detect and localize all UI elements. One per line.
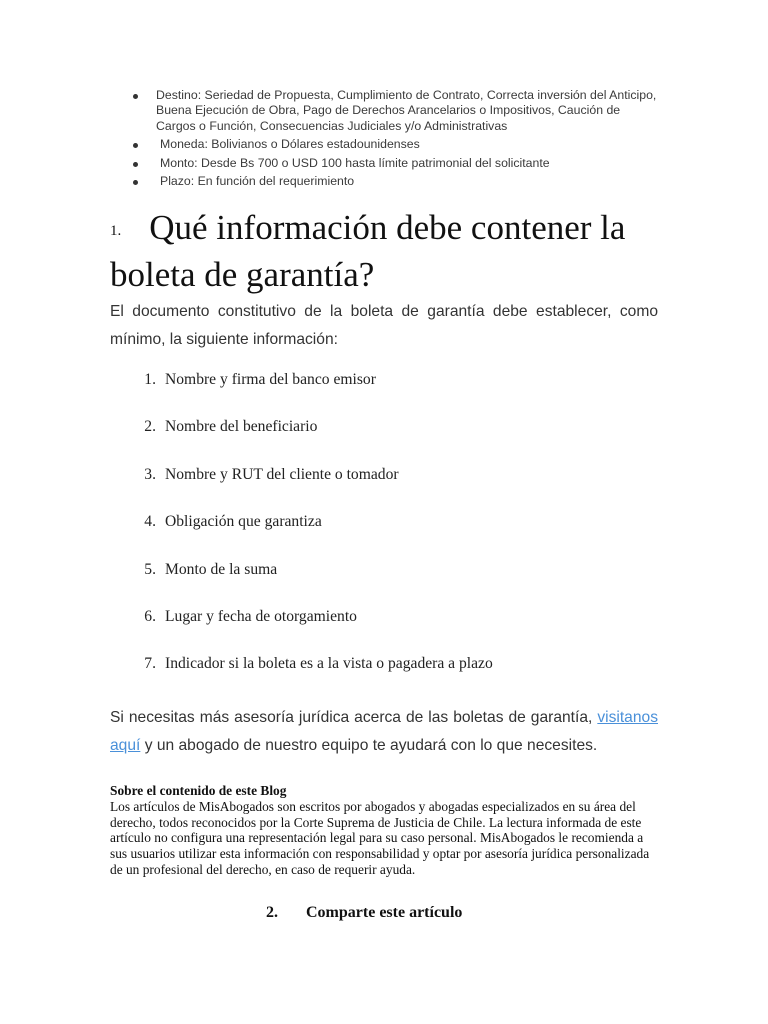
guarantee-details-list (110, 88, 662, 189)
bullet-plazo: Plazo: En función del requerimiento (110, 174, 662, 189)
share-heading (266, 904, 462, 922)
share-text: Comparte este artículo (306, 904, 463, 921)
visit-us-link[interactable]: visitanos aquí (110, 709, 658, 754)
requirement-item: 2. Nombre del beneficiario (144, 418, 318, 436)
disclaimer-title: Sobre el contenido de este Blog (110, 783, 287, 798)
blog-disclaimer (110, 783, 655, 878)
intro-paragraph: El documento constitutivo de la boleta de garantía debe establecer, como mínimo, la siguiente información: (110, 303, 658, 348)
disclaimer-body: Los artículos de MisAbogados son escritos por abogados y abogadas especializados en su área del derecho, todos reconocidos por la Corte Suprema de Justicia de Chile. La lectura informada de este artículo no configura una representación legal para su caso personal. MisAbogados le recomienda a sus usuarios utilizar esta información con responsabilidad y optar por asesoría jurídica personalizada de un profesional del derecho, en caso de requerir ayuda. (110, 798, 650, 877)
bullet-destino: Destino: Seriedad de Propuesta, Cumplimiento de Contrato, Correcta inversión del Anticipo, Buena Ejecución de Obra, Pago de Derechos Arancelarios o Impositivos, Caución de Cargos o Función, Consecuencias Judiciales y/o Administrativas (110, 88, 662, 134)
requirements-list (110, 368, 670, 700)
requirement-item: 7. Indicador si la boleta es a la vista o pagadera a plazo (144, 655, 493, 673)
heading-number: 1. (110, 223, 122, 239)
bullet-moneda: Moneda: Bolivianos o Dólares estadounidenses (110, 137, 662, 152)
contact-paragraph: Si necesitas más asesoría jurídica acerca de las boletas de garantía, visitanos aquí y un abogado de nuestro equipo te ayudará con lo que necesites. (110, 709, 658, 754)
requirement-item: 4. Obligación que garantiza (144, 513, 322, 531)
section-heading (110, 206, 670, 297)
requirement-item: 6. Lugar y fecha de otorgamiento (144, 607, 357, 625)
requirement-item: 1. Nombre y firma del banco emisor (144, 371, 376, 388)
share-number: 2. (266, 904, 278, 921)
requirement-item: 3. Nombre y RUT del cliente o tomador (144, 465, 399, 483)
heading-text: Qué información debe contener la boleta de garantía? (110, 208, 626, 294)
bullet-monto: Monto: Desde Bs 700 o USD 100 hasta límite patrimonial del solicitante (110, 156, 662, 171)
requirement-item: 5. Monto de la suma (144, 560, 278, 578)
